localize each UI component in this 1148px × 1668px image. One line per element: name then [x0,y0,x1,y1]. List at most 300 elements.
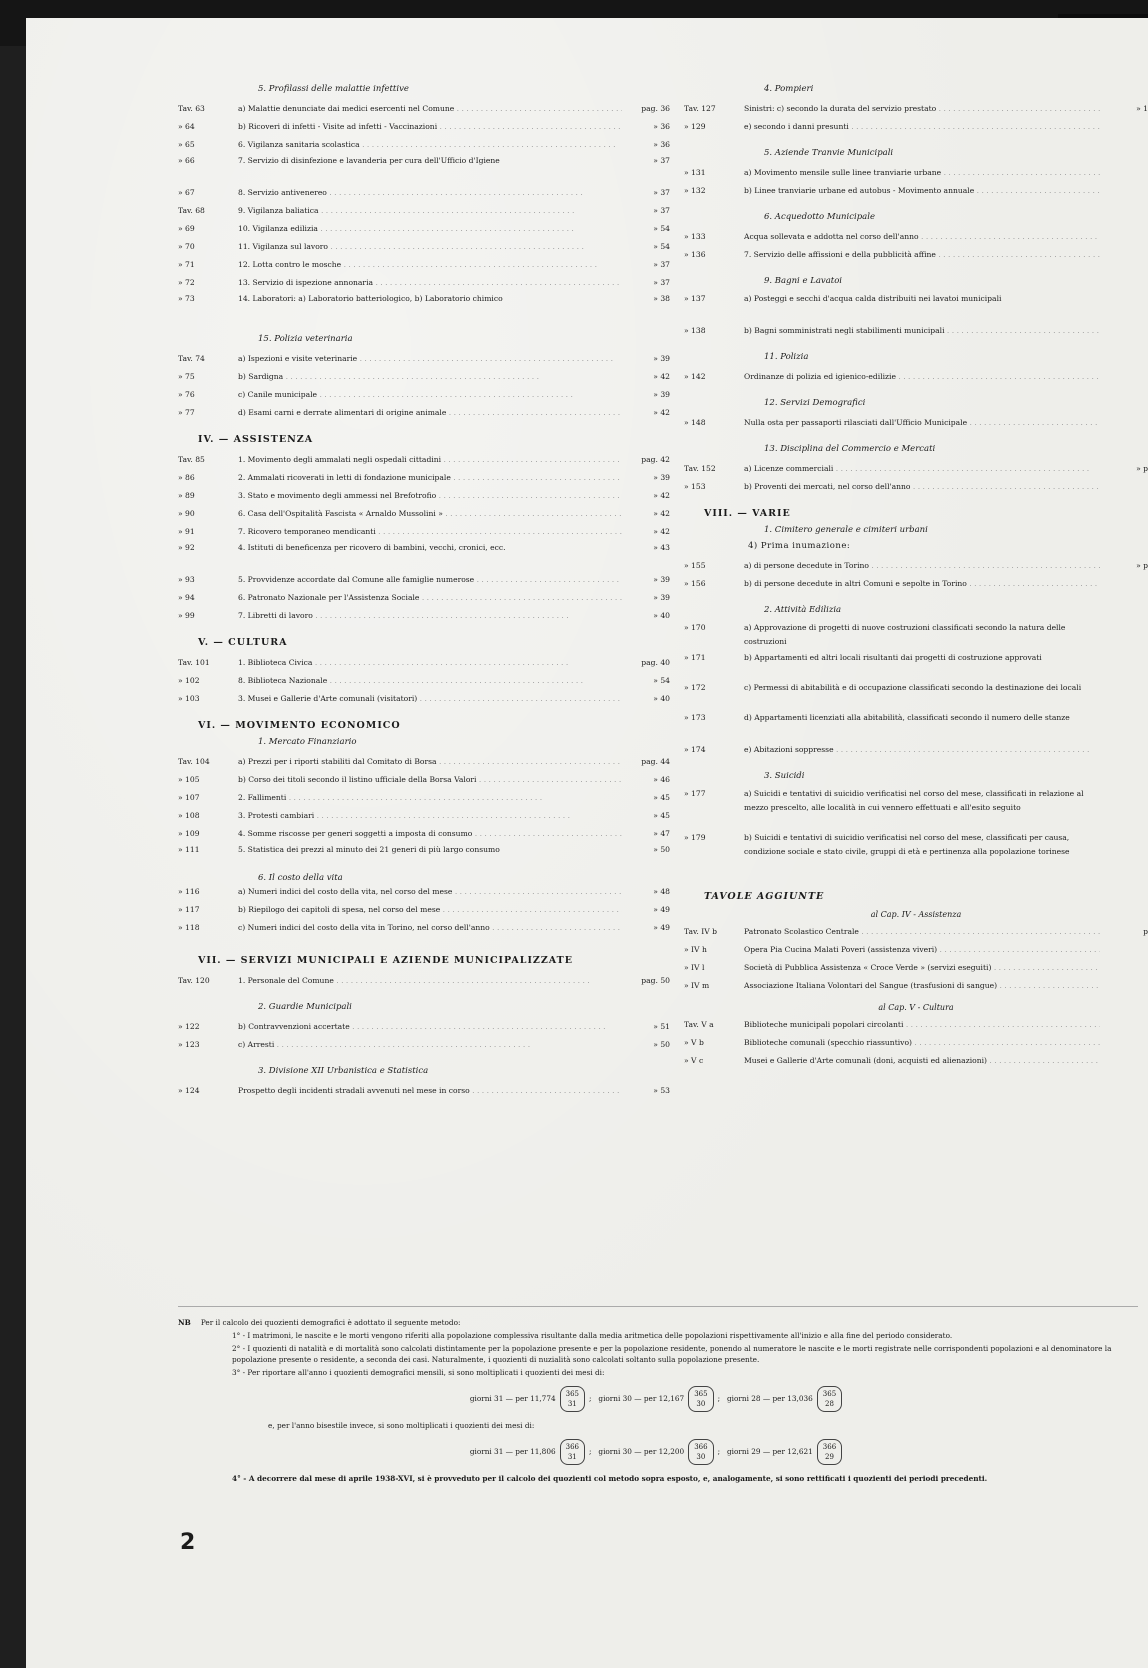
row-description: 5. Provvidenze accordate dal Comune alle famiglie numerose . . . [238,571,622,589]
table-row [684,651,1148,681]
row-description: 11. Vigilanza sul lavoro . . . [238,238,622,256]
table-row [178,404,670,422]
chapter-title: VII. — SERVIZI MUNICIPALI E AZIENDE MUNICIPALIZZATE [198,955,573,966]
table-ref: » 131 [684,168,706,177]
row-description: 10. Vigilanza edilizia . . . [238,220,622,238]
page-ref: » 42 [653,408,670,417]
section-title: 4. Pompieri [764,84,814,94]
row-description: Acqua sollevata e addotta nel corso dell'anno . . . [744,228,1100,246]
row-group [684,1016,1148,1070]
page-ref: » 39 [653,354,670,363]
table-row [178,505,670,523]
table-row [684,478,1148,496]
table-row [684,711,1148,741]
page-ref: pag. 44 [641,757,670,766]
row-description: 4. Somme riscosse per generi soggetti a imposta di consumo . . . [238,825,622,843]
table-row [684,460,1148,478]
table-ref: » 133 [684,232,706,241]
table-row [684,1052,1148,1070]
table-row [178,202,670,220]
row-description: Biblioteche municipali popolari circolanti . . . [744,1016,1100,1034]
page-ref: » 1 [1136,104,1148,113]
row-description: Biblioteche comunali (specchio riassuntivo) . . . [744,1034,1100,1052]
table-ref: » 65 [178,140,195,149]
table-row [178,789,670,807]
table-row [178,825,670,843]
table-row [178,807,670,825]
table-row [178,451,670,469]
table-row [178,220,670,238]
row-group [178,972,670,990]
row-group [684,414,1148,432]
formula-text: giorni 30 — per 12,200 [598,1447,685,1456]
row-description: b) di persone decedute in altri Comuni e sepolte in Torino . . . [744,575,1100,593]
table-row [178,589,670,607]
row-group [178,1082,670,1100]
table-row [684,681,1148,711]
row-group [684,460,1148,496]
table-ref: Tav. 120 [178,976,210,985]
row-description: Sinistri: c) secondo la durata del servizio prestato . . . [744,100,1100,118]
table-row [178,350,670,368]
section-title: 11. Polizia [764,352,809,362]
row-group [684,100,1148,136]
table-ref: » 173 [684,713,706,722]
table-ref: Tav. 63 [178,104,205,113]
row-description: 3. Stato e movimento degli ammessi nel Brefotrofio . . . [238,487,622,505]
page-ref: pag. 36 [641,104,670,113]
table-ref: Tav. 127 [684,104,716,113]
page-ref: p [1143,927,1148,936]
page-ref: » 51 [653,1022,670,1031]
table-row [178,386,670,404]
table-ref: » 116 [178,887,200,896]
row-description: a) Posteggi e secchi d'acqua calda distribuiti nei lavatoi municipali [744,294,1002,303]
numerator: 366 [822,1443,837,1451]
row-description: e) secondo i danni presunti . . . [744,118,1100,136]
denominator: 31 [567,1400,577,1408]
table-row [684,741,1148,759]
table-row [178,100,670,118]
table-row [178,184,670,202]
table-ref: » 107 [178,793,200,802]
page-ref: » 37 [653,260,670,269]
table-ref: » 72 [178,278,195,287]
page-ref: » p [1136,464,1148,473]
table-row [178,771,670,789]
row-description: 6. Patronato Nazionale per l'Assistenza Sociale . . . [238,589,622,607]
table-row [684,246,1148,264]
page-ref: » 36 [653,140,670,149]
section-title: 9. Bagni e Lavatoi [764,276,843,286]
table-ref: » 109 [178,829,200,838]
section-title: 2. Guardie Municipali [258,1002,352,1012]
table-row [684,941,1148,959]
row-description: Ordinanze di polizia ed igienico-edilizie . . . [744,368,1100,386]
row-description: c) Permessi di abitabilità e di occupazione classificati secondo la destinazione dei locali [744,683,1082,692]
table-ref: » 71 [178,260,195,269]
row-description: a) Malattie denunciate dai medici esercenti nel Comune . . . [238,100,622,118]
page-ref: » 53 [653,1086,670,1095]
row-group [178,350,670,422]
table-ref: » V c [684,1056,704,1065]
section-title: 5. Aziende Tranvie Municipali [764,148,894,158]
row-description: 7. Libretti di lavoro . . . [238,607,622,625]
table-row [178,541,670,571]
row-description: c) Arresti . . . [238,1036,622,1054]
table-row [178,274,670,292]
row-description: e) Abitazioni soppresse . . . [744,741,1100,759]
table-row [178,753,670,771]
note-3b: e, per l'anno bisestile invece, si sono moltiplicati i quozienti dei mesi di: [268,1421,535,1430]
row-description: Associazione Italiana Volontari del Sangue (trasfusioni di sangue) . . . [744,977,1100,995]
page-ref: » 42 [653,372,670,381]
table-row [684,977,1148,995]
row-description: 13. Servizio di ispezione annonaria . . . [238,274,622,292]
numerator: 365 [822,1390,837,1398]
row-description: Musei e Gallerie d'Arte comunali (doni, acquisti ed alienazioni) . . . [744,1052,1100,1070]
table-ref: » 117 [178,905,200,914]
note-label: NB [178,1318,191,1327]
page-ref: » 42 [653,509,670,518]
row-description: 6. Casa dell'Ospitalità Fascista « Arnaldo Mussolini » . . . [238,505,622,523]
note-text: Per il calcolo dei quozienti demografici è adottato il seguente metodo: [200,1318,461,1327]
table-ref: » 86 [178,473,195,482]
note-intro [178,1317,1138,1328]
page-ref: » 49 [653,905,670,914]
row-description: 7. Servizio di disinfezione e lavanderia per cura dell'Ufficio d'Igiene [238,156,500,165]
row-description: 1. Movimento degli ammalati negli ospedali cittadini . . . [238,451,622,469]
row-description: 8. Servizio antivenereo . . . [238,184,622,202]
numerator: 365 [694,1390,708,1398]
table-ref: » 155 [684,561,706,570]
fraction [817,1439,842,1465]
row-description: 9. Vigilanza baliatica . . . [238,202,622,220]
row-group [178,100,670,322]
fraction [688,1386,713,1412]
table-ref: » 148 [684,418,706,427]
row-group [178,883,670,937]
table-row [178,883,670,901]
table-ref: Tav. 101 [178,658,210,667]
page-ref: » 37 [653,206,670,215]
table-ref: » IV l [684,963,705,972]
page-ref: pag. 42 [641,455,670,464]
page-ref: » 40 [653,694,670,703]
table-ref: » 170 [684,623,706,632]
table-ref: Tav. IV b [684,927,717,936]
page-ref: » 45 [653,811,670,820]
row-description: 3. Protesti cambiari . . . [238,807,622,825]
row-description: b) Ricoveri di infetti - Visite ad infetti - Vaccinazioni . . . [238,118,622,136]
denominator: 29 [825,1453,834,1461]
page-ref: » 46 [653,775,670,784]
fraction [560,1386,585,1412]
page-ref: pag. 50 [641,976,670,985]
table-ref: Tav. 152 [684,464,716,473]
table-ref: » 66 [178,156,195,165]
table-ref: » 67 [178,188,195,197]
row-group [178,451,670,625]
row-description: 1. Biblioteca Civica . . . [238,654,622,672]
section-title: 3. Divisione XII Urbanistica e Statistica [258,1066,429,1076]
page-ref: » 49 [653,923,670,932]
table-row [684,831,1148,875]
row-description: b) Proventi dei mercati, nel corso dell'anno . . . [744,478,1100,496]
row-description: b) Corso dei titoli secondo il listino ufficiale della Borsa Valori . . . [238,771,622,789]
table-ref: » IV m [684,981,710,990]
page-ref: » 50 [653,1040,670,1049]
table-ref: Tav. 85 [178,455,205,464]
row-description: a) Prezzi per i riporti stabiliti dal Comitato di Borsa . . . [238,753,622,771]
row-description: 3. Musei e Gallerie d'Arte comunali (visitatori) . . . [238,690,622,708]
row-description: 2. Fallimenti . . . [238,789,622,807]
page-ref: pag. 40 [641,658,670,667]
table-ref: » 103 [178,694,200,703]
footnotes [178,1306,1138,1486]
table-ref: » 172 [684,683,706,692]
row-description: b) Bagni somministrati negli stabilimenti municipali . . . [744,322,1100,340]
row-group [684,164,1148,200]
formula-row: giorni 31 — per 11,774 365 31; giorni 30 — per 12,167 365 30; giorni 28 — per 13,036 365 28 [178,1386,1138,1412]
row-description: a) Movimento mensile sulle linee tranviarie urbane . . . [744,164,1100,182]
table-row [684,959,1148,977]
table-row [684,228,1148,246]
table-ref: » 76 [178,390,195,399]
table-ref: » 69 [178,224,195,233]
page-ref: » 39 [653,390,670,399]
row-description: a) Numeri indici del costo della vita, nel corso del mese . . . [238,883,622,901]
page-ref: » 42 [653,527,670,536]
row-description: 8. Biblioteca Nazionale . . . [238,672,622,690]
note-4: 4° - A decorrere dal mese di aprile 1938-XVI, si è provveduto per il calcolo dei quozienti col metodo sopra esposto, e, analogamente, si sono rettificati i quozienti dei periodi precedenti. [232,1474,988,1483]
row-description: d) Appartamenti licenziati alla abitabilità, classificati secondo il numero delle stanze [744,713,1070,722]
note-1: 1° - I matrimoni, le nascite e le morti vengono riferiti alla popolazione complessiva risultante dalla media aritmetica delle popolazioni rispettivamente all'inizio e alla fine del periodo considerato. [232,1331,953,1340]
table-ref: » 92 [178,543,195,552]
table-ref: » 64 [178,122,195,131]
table-ref: » 142 [684,372,706,381]
row-description: 1. Personale del Comune . . . [238,972,622,990]
row-description: a) di persone decedute in Torino . . . [744,557,1100,575]
table-row [684,100,1148,118]
formula-text: giorni 28 — per 13,036 [727,1394,813,1403]
page-ref: » 42 [653,491,670,500]
row-group [684,368,1148,386]
chapter-title: V. — CULTURA [198,637,288,648]
table-ref: » 89 [178,491,195,500]
table-row [178,118,670,136]
section-title: 4) Prima inumazione: [748,541,851,551]
section-title: 15. Polizia veterinaria [258,334,353,344]
section-title: 13. Disciplina del Commercio e Mercati [764,444,936,454]
table-ref: » 177 [684,789,706,798]
table-ref: » 90 [178,509,195,518]
section-title: 1. Mercato Finanziario [258,737,357,747]
table-row [684,414,1148,432]
page-ref: » 38 [653,294,670,303]
row-description: 12. Lotta contro le mosche . . . [238,256,622,274]
denominator: 31 [567,1453,577,1461]
fraction [817,1386,842,1412]
row-description: a) Suicidi e tentativi di suicidio verificatisi nel corso del mese, classificati in relazione al mezzo prescelto, alle località in cui vennero effettuati e all'esito seguito [744,789,1084,812]
row-description: b) Appartamenti ed altri locali risultanti dai progetti di costruzione approvati [744,653,1042,662]
table-row [178,368,670,386]
table-ref: » 105 [178,775,200,784]
row-group [684,557,1148,593]
chapter-title: VI. — MOVIMENTO ECONOMICO [198,720,401,731]
numerator: 366 [694,1443,708,1451]
table-row [178,607,670,625]
table-ref: » 122 [178,1022,200,1031]
table-row [178,901,670,919]
table-row [684,787,1148,831]
row-description: a) Ispezioni e visite veterinarie . . . [238,350,622,368]
formula-text: giorni 29 — per 12,621 [727,1447,813,1456]
table-ref: » IV h [684,945,707,954]
fraction [560,1439,585,1465]
page-ref: » p [1136,561,1148,570]
table-row [684,621,1148,651]
page-ref: » 45 [653,793,670,802]
row-description: b) Sardigna . . . [238,368,622,386]
table-row [178,571,670,589]
row-description: 14. Laboratori: a) Laboratorio batteriologico, b) Laboratorio chimico [238,294,503,303]
row-description: b) Riepilogo dei capitoli di spesa, nel corso del mese . . . [238,901,622,919]
table-ref: » 124 [178,1086,200,1095]
formula-text: giorni 31 — per 11,774 [469,1394,556,1403]
row-description: b) Suicidi e tentativi di suicidio verificatisi nel corso del mese, classificati per causa, condizione sociale e stato civile, gruppi di età e pertinenza alla popolazione torinese [744,833,1070,856]
table-row [178,972,670,990]
fraction [688,1439,713,1465]
row-group [684,621,1148,759]
denominator: 28 [825,1400,834,1408]
table-ref: » 73 [178,294,195,303]
row-description: 7. Servizio delle affissioni e della pubblicità affine . . . [744,246,1100,264]
section-title: al Cap. IV - Assistenza [870,910,962,919]
table-ref: Tav. 74 [178,354,205,363]
row-description: 6. Vigilanza sanitaria scolastica . . . [238,136,622,154]
page-ref: » 54 [653,224,670,233]
numerator: 365 [565,1390,579,1398]
table-ref: Tav. 104 [178,757,210,766]
section-title: 12. Servizi Demografici [764,398,866,408]
row-description: Società di Pubblica Assistenza « Croce Verde » (servizi eseguiti) . . . [744,959,1100,977]
table-row [684,182,1148,200]
right-column [684,72,1148,1070]
table-ref: » 77 [178,408,195,417]
row-description: Patronato Scolastico Centrale . . . [744,923,1100,941]
page-ref: » 43 [653,543,670,552]
section-title: 6. Acquedotto Municipale [764,212,875,222]
row-description: b) Contravvenzioni accertate . . . [238,1018,622,1036]
table-ref: » 174 [684,745,706,754]
table-ref: » 138 [684,326,706,335]
table-row [178,843,670,873]
page-ref: » 54 [653,242,670,251]
table-ref: » 156 [684,579,706,588]
page-ref: » 37 [653,278,670,287]
table-row [684,292,1148,322]
table-row [178,469,670,487]
page-ref: » 54 [653,676,670,685]
table-ref: » 129 [684,122,706,131]
table-ref: » V b [684,1038,704,1047]
table-ref: Tav. 68 [178,206,205,215]
row-description: c) Canile municipale . . . [238,386,622,404]
table-row [178,238,670,256]
table-ref: » 111 [178,845,200,854]
table-ref: » 94 [178,593,195,602]
row-group [178,1018,670,1054]
row-description: d) Esami carni e derrate alimentari di origine animale . . . [238,404,622,422]
page-ref: » 39 [653,593,670,602]
table-row [178,672,670,690]
page-ref: » 47 [653,829,670,838]
section-title: 1. Cimitero generale e cimiteri urbani [764,525,928,535]
section-title: 3. Suicidi [764,771,805,781]
table-ref: Tav. V a [684,1020,714,1029]
page-ref: » 39 [653,575,670,584]
table-ref: » 102 [178,676,200,685]
table-row [684,1016,1148,1034]
table-row [178,690,670,708]
formula-text: giorni 30 — per 12,167 [598,1394,685,1403]
row-group [178,654,670,708]
row-description: a) Approvazione di progetti di nuove costruzioni classificati secondo la natura delle costruzioni [744,623,1066,646]
table-row [178,1036,670,1054]
table-row [684,923,1148,941]
chapter-title: TAVOLE AGGIUNTE [704,891,825,902]
row-group [684,787,1148,875]
row-description: c) Numeri indici del costo della vita in Torino, nel corso dell'anno . . . [238,919,622,937]
table-row [684,575,1148,593]
row-description: 2. Ammalati ricoverati in letti di fondazione municipale . . . [238,469,622,487]
denominator: 30 [696,1453,706,1461]
row-group [684,292,1148,340]
table-ref: » 118 [178,923,200,932]
table-row [178,256,670,274]
page-ref: » 40 [653,611,670,620]
table-row [178,292,670,322]
table-row [684,368,1148,386]
table-row [684,164,1148,182]
row-description: 4. Istituti di beneficenza per ricovero di bambini, vecchi, cronici, ecc. [238,543,506,552]
table-row [684,557,1148,575]
table-row [684,322,1148,340]
row-description: 5. Statistica dei prezzi al minuto dei 21 generi di più largo consumo [238,845,500,854]
page-ref: » 50 [653,845,670,854]
table-ref: » 179 [684,833,706,842]
row-description: a) Licenze commerciali . . . [744,460,1100,478]
note-2: 2° - I quozienti di natalità e di mortalità sono calcolati distintamente per la popolazione presente e per la popolazione residente, ponendo al numeratore le nascite e le morti registrate nelle corrispondenti popolazioni e al denominatore la popolazione presente o residente, a seconda dei casi. Naturalmente, i quozienti di nuzialità sono calcolati soltanto sulla popolazione presente. [232,1344,1112,1364]
formula-text: giorni 31 — per 11,806 [469,1447,556,1456]
row-group [684,923,1148,995]
formula-row: giorni 31 — per 11,806 366 31; giorni 30 — per 12,200 366 30; giorni 29 — per 12,621 366 29 [178,1439,1138,1465]
row-description: b) Linee tranviarie urbane ed autobus - Movimento annuale . . . [744,182,1100,200]
page-ref: » 39 [653,473,670,482]
page-ref: » 37 [653,156,670,165]
table-row [178,654,670,672]
page-ref: » 36 [653,122,670,131]
table-row [178,1018,670,1036]
section-title: al Cap. V - Cultura [878,1003,954,1012]
page-ref: » 48 [653,887,670,896]
table-ref: » 132 [684,186,706,195]
table-ref: » 136 [684,250,706,259]
row-group [684,228,1148,264]
table-ref: » 137 [684,294,706,303]
note-3: 3° - Per riportare all'anno i quozienti demografici mensili, si sono moltiplicati i quozienti dei mesi di: [232,1368,605,1377]
